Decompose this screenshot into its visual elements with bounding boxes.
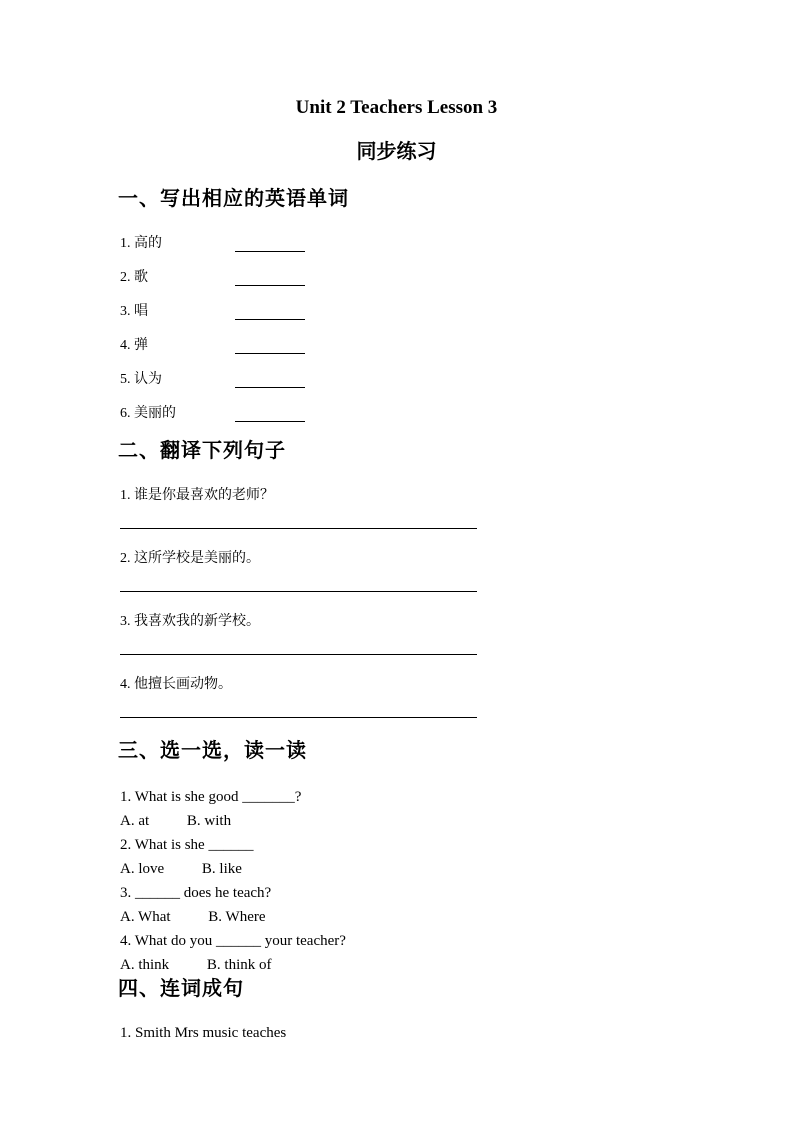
vocab-item-6 [120, 405, 793, 422]
translation-sentence: 2. 这所学校是美丽的。 [120, 551, 260, 566]
answer-blank [235, 304, 305, 320]
vocab-item-4 [120, 337, 793, 354]
choice-question-2: 2. What is she ______ [120, 837, 254, 853]
vocab-item-label: 5. 认为 [120, 372, 162, 387]
choice-list [120, 785, 793, 977]
doc-subtitle: 同步练习 [356, 139, 437, 163]
section-4-heading: 四、连词成句 [118, 976, 244, 1000]
option-a: A. love [120, 861, 165, 877]
answer-line [120, 654, 477, 655]
translation-sentence: 4. 他擅长画动物。 [120, 677, 232, 692]
option-a: A. What [120, 909, 171, 925]
section-3-heading: 三、选一选，读一读 [118, 738, 307, 762]
doc-title: Unit 2 Teachers Lesson 3 [295, 97, 498, 118]
option-b: B. with [186, 813, 232, 829]
answer-blank [235, 406, 305, 422]
option-a: A. think [120, 957, 170, 973]
translation-sentence: 1. 谁是你最喜欢的老师？ [120, 488, 274, 503]
arrange-item-1: 1. Smith Mrs music teaches [120, 1025, 287, 1041]
vocab-list [120, 235, 793, 422]
translation-item-4 [120, 676, 793, 718]
vocab-item-label: 4. 弹 [120, 338, 148, 353]
answer-line [120, 591, 477, 592]
option-b: B. like [201, 861, 242, 877]
option-b: B. Where [208, 909, 266, 925]
choice-options-3 [120, 905, 793, 929]
answer-blank [235, 372, 305, 388]
option-b: B. think of [206, 957, 272, 973]
option-a: A. at [120, 813, 150, 829]
section-2-heading: 二、翻译下列句子 [118, 438, 286, 462]
vocab-item-2 [120, 269, 793, 286]
arrange-list [120, 1024, 793, 1042]
translation-item-3 [120, 613, 793, 655]
choice-question-1: 1. What is she good _______? [120, 789, 302, 805]
vocab-item-label: 2. 歌 [120, 270, 148, 285]
answer-blank [235, 338, 305, 354]
vocab-item-1 [120, 235, 793, 252]
vocab-item-label: 3. 唱 [120, 304, 148, 319]
choice-question-4: 4. What do you ______ your teacher? [120, 933, 346, 949]
section-1-heading: 一、写出相应的英语单词 [118, 186, 349, 210]
answer-blank [235, 236, 305, 252]
choice-options-1 [120, 809, 793, 833]
translation-list [120, 487, 793, 718]
choice-options-2 [120, 857, 793, 881]
translation-item-2 [120, 550, 793, 592]
vocab-item-label: 1. 高的 [120, 236, 162, 251]
choice-options-4 [120, 953, 793, 977]
vocab-item-5 [120, 371, 793, 388]
translation-item-1 [120, 487, 793, 529]
vocab-item-label: 6. 美丽的 [120, 406, 176, 421]
answer-line [120, 717, 477, 718]
choice-question-3: 3. ______ does he teach? [120, 885, 272, 901]
vocab-item-3 [120, 303, 793, 320]
answer-blank [235, 270, 305, 286]
answer-line [120, 528, 477, 529]
translation-sentence: 3. 我喜欢我的新学校。 [120, 614, 260, 629]
